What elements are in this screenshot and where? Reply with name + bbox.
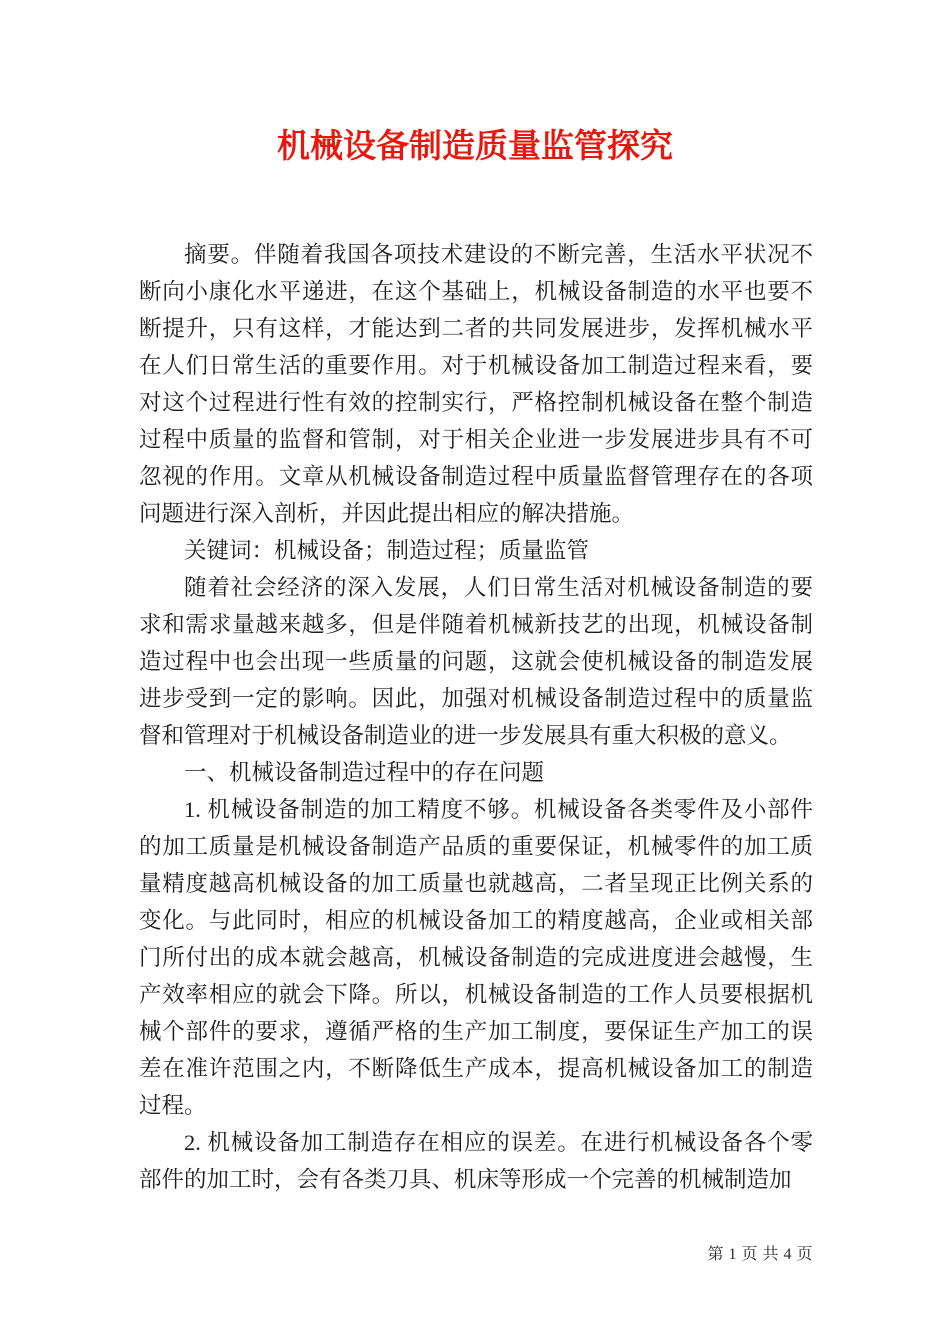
paragraph: 随着社会经济的深入发展，人们日常生活对机械设备制造的要求和需求量越来越多，但是伴随着机械新技艺的出现，机械设备制造过程中也会出现一些质量的问题，这就会使机械设备的制造发展进步受到一定的影响。因此，加强对机械设备制造过程中的质量监督和管理对于机械设备制造业的进一步发展具有重大积极的意义。 (139, 575, 813, 748)
document-body (139, 236, 813, 1198)
paragraph: 摘要。伴随着我国各项技术建设的不断完善，生活水平状况不断向小康化水平递进，在这个基础上，机械设备制造的水平也要不断提升，只有这样，才能达到二者的共同发展进步，发挥机械水平在人们日常生活的重要作用。对于机械设备加工制造过程来看，要对这个过程进行性有效的控制实行，严格控制机械设备在整个制造过程中质量的监督和管制，对于相关企业进一步发展进步具有不可忽视的作用。文章从机械设备制造过程中质量监督管理存在的各项问题进行深入剖析，并因此提出相应的解决措施。 (139, 242, 813, 526)
paragraph: 一、机械设备制造过程中的存在问题 (184, 760, 545, 785)
paragraph: 关键词：机械设备；制造过程；质量监管 (184, 538, 590, 563)
page-number-label: 第 1 页 共 4 页 (707, 1246, 813, 1263)
paragraph: 1. 机械设备制造的加工精度不够。机械设备各类零件及小部件的加工质量是机械设备制造产品质的重要保证，机械零件的加工质量精度越高机械设备的加工质量也就越高，二者呈现正比例关系的变化。与此同时，相应的机械设备加工的精度越高，企业或相关部门所付出的成本就会越高，机械设备制造的完成进度进会越慢，生产效率相应的就会下降。所以，机械设备制造的工作人员要根据机械个部件的要求，遵循严格的生产加工制度，要保证生产加工的误差在准许范围之内，不断降低生产成本，提高机械设备加工的制造过程。 (139, 797, 813, 1118)
paragraph: 2. 机械设备加工制造存在相应的误差。在进行机械设备各个零部件的加工时，会有各类刀具、机床等形成一个完善的机械制造加 (139, 1130, 813, 1192)
document-title: 机械设备制造质量监管探究 (277, 127, 673, 164)
